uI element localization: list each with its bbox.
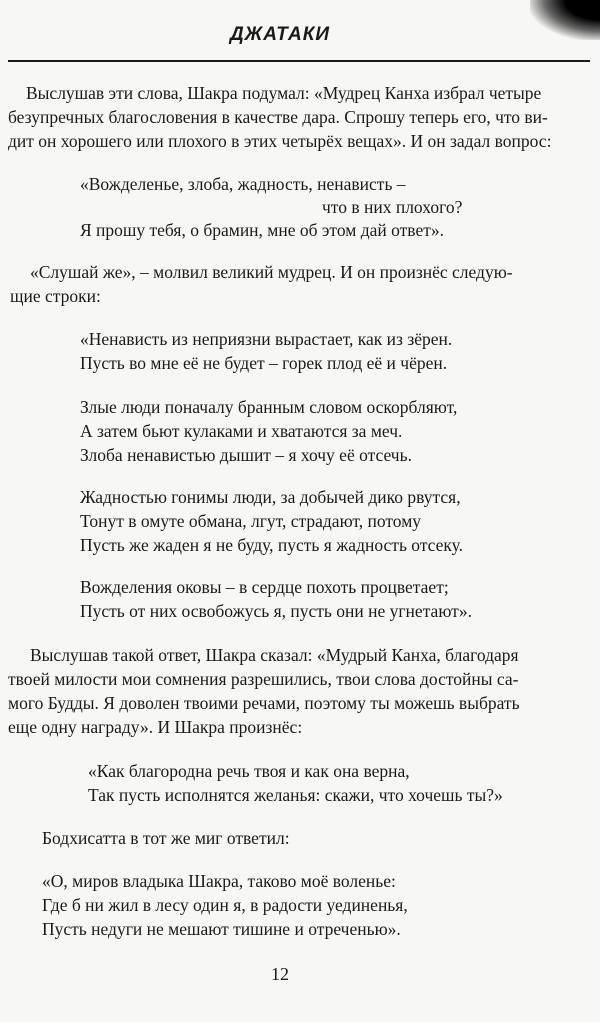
text-line: безупречных благословения в качестве дара. Спрошу теперь его, что ви-	[8, 107, 548, 127]
verse-line: Где б ни жил в лесу один я, в радости уединенья,	[42, 895, 408, 915]
text-line: мого Будды. Я доволен твоими речами, поэтому ты можешь выбрать	[8, 693, 520, 713]
verse-line: Вожделения оковы – в сердце похоть процветает;	[80, 577, 449, 597]
text-line: щие строки:	[10, 286, 101, 306]
verse-line: «Как благородна речь твоя и как она верна,	[88, 761, 410, 781]
verse-line: «Вожделенье, злоба, жадность, ненависть –	[80, 174, 406, 194]
text-line: дит он хорошего или плохого в этих четырёх вещах». И он задал вопрос:	[8, 131, 552, 151]
text-line: Выслушав эти слова, Шакра подумал: «Мудрец Канха избрал четыре	[26, 83, 542, 103]
text-line: «Слушай же», – молвил великий мудрец. И он произнёс следую-	[30, 262, 513, 282]
verse-line: что в них плохого?	[322, 197, 463, 217]
verse-line: Пусть же жаден я не буду, пусть я жадность отсеку.	[80, 535, 464, 555]
verse-line: Я прошу тебя, о брамин, мне об этом дай ответ».	[80, 220, 444, 240]
text-line: Бодхисатта в тот же миг ответил:	[42, 828, 290, 848]
verse-line: Жадностью гонимы люди, за добычей дико рвутся,	[80, 487, 461, 507]
verse-line: Злоба ненавистью дышит – я хочу её отсечь.	[80, 445, 412, 465]
header-divider	[8, 60, 590, 62]
verse-line: «Ненависть из неприязни вырастает, как из зёрен.	[80, 329, 453, 349]
verse-line: Пусть недуги не мешают тишине и отреченью».	[42, 919, 401, 939]
text-line: еще одну награду». И Шакра произнёс:	[8, 717, 303, 737]
running-header-title: ДЖАТАКИ	[229, 24, 331, 45]
verse-line: Пусть во мне её не будет – горек плод её и чёрен.	[80, 353, 448, 373]
text-line: Выслушав такой ответ, Шакра сказал: «Мудрый Канха, благодаря	[30, 645, 519, 665]
verse-line: А затем бьют кулаками и хватаются за меч.	[80, 421, 403, 441]
verse-line: Пусть от них освобожусь я, пусть они не угнетают».	[80, 601, 472, 621]
verse-line: Злые люди поначалу бранным словом оскорбляют,	[80, 397, 458, 417]
verse-line: «О, миров владыка Шакра, таково моё воленье:	[42, 871, 396, 891]
text-line: твоей милости мои сомнения разрешились, твои слова достойны са-	[8, 669, 519, 689]
verse-line: Тонут в омуте обмана, лгут, страдают, потому	[80, 511, 422, 531]
verse-line: Так пусть исполнятся желанья: скажи, что хочешь ты?»	[88, 785, 503, 805]
page-number: 12	[271, 964, 289, 984]
